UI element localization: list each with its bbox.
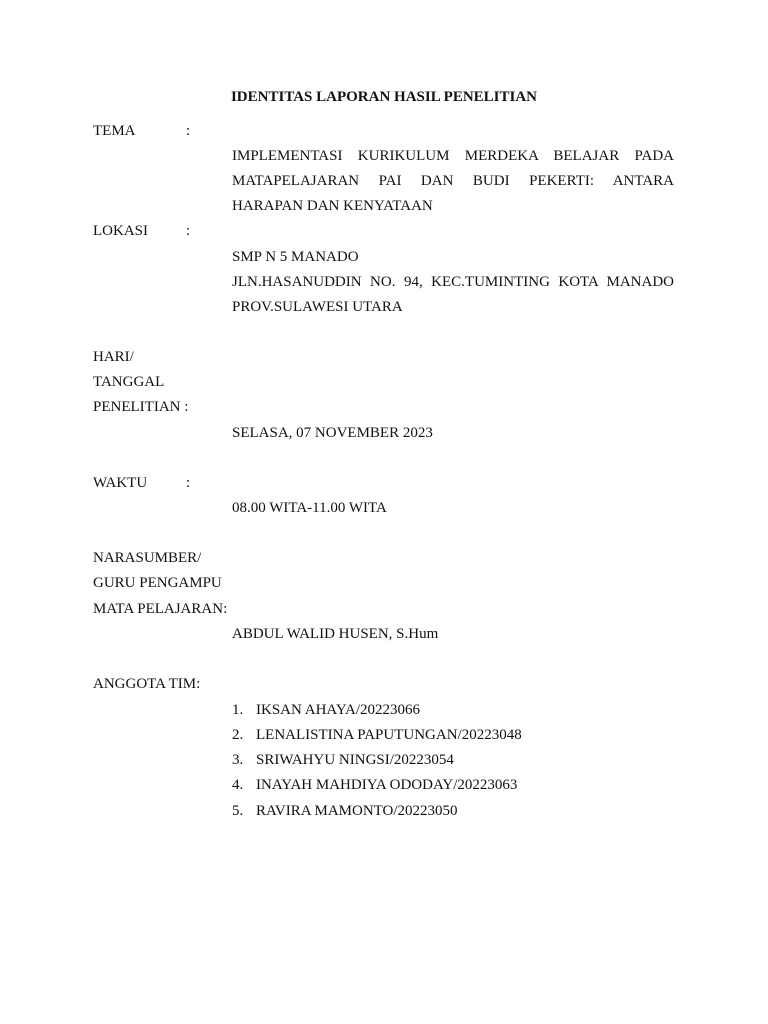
narasumber-label-line: MATA PELAJARAN: <box>93 601 228 617</box>
document-title: IDENTITAS LAPORAN HASIL PENELITIAN <box>230 89 538 105</box>
member-number: 3. <box>232 752 244 768</box>
member-number: 1. <box>232 702 244 718</box>
tema-colon: : <box>186 123 191 139</box>
tema-label: TEMA <box>93 123 136 139</box>
lokasi-colon: : <box>186 223 191 239</box>
member-name: SRIWAHYU NINGSI/20223054 <box>256 752 454 768</box>
hari-value: SELASA, 07 NOVEMBER 2023 <box>232 425 433 441</box>
member-name: IKSAN AHAYA/20223066 <box>256 702 421 718</box>
member-name: INAYAH MAHDIYA ODODAY/20223063 <box>256 777 518 793</box>
hari-label-line: HARI/ <box>93 349 134 365</box>
tema-line: IMPLEMENTASI KURIKULUM MERDEKA BELAJAR PADA <box>232 148 674 164</box>
hari-label-line: PENELITIAN : <box>93 399 189 415</box>
member-number: 5. <box>232 803 244 819</box>
tema-line: HARAPAN DAN KENYATAAN <box>232 198 433 214</box>
narasumber-label-line: GURU PENGAMPU <box>93 575 222 591</box>
lokasi-line: JLN.HASANUDDIN NO. 94, KEC.TUMINTING KOTA MANADO <box>232 274 674 290</box>
lokasi-label: LOKASI <box>93 223 148 239</box>
lokasi-line: PROV.SULAWESI UTARA <box>232 299 403 315</box>
tema-line: MATAPELAJARAN PAI DAN BUDI PEKERTI: ANTARA <box>232 173 674 189</box>
hari-label-line: TANGGAL <box>93 374 165 390</box>
narasumber-label-line: NARASUMBER/ <box>93 550 202 566</box>
member-name: LENALISTINA PAPUTUNGAN/20223048 <box>256 727 522 743</box>
waktu-label: WAKTU <box>93 475 148 491</box>
narasumber-value: ABDUL WALID HUSEN, S.Hum <box>232 626 439 642</box>
lokasi-line: SMP N 5 MANADO <box>232 249 359 265</box>
waktu-value: 08.00 WITA-11.00 WITA <box>232 500 387 516</box>
member-name: RAVIRA MAMONTO/20223050 <box>256 803 458 819</box>
member-number: 4. <box>232 777 244 793</box>
member-number: 2. <box>232 727 244 743</box>
anggota-label: ANGGOTA TIM: <box>93 676 201 692</box>
waktu-colon: : <box>186 475 191 491</box>
